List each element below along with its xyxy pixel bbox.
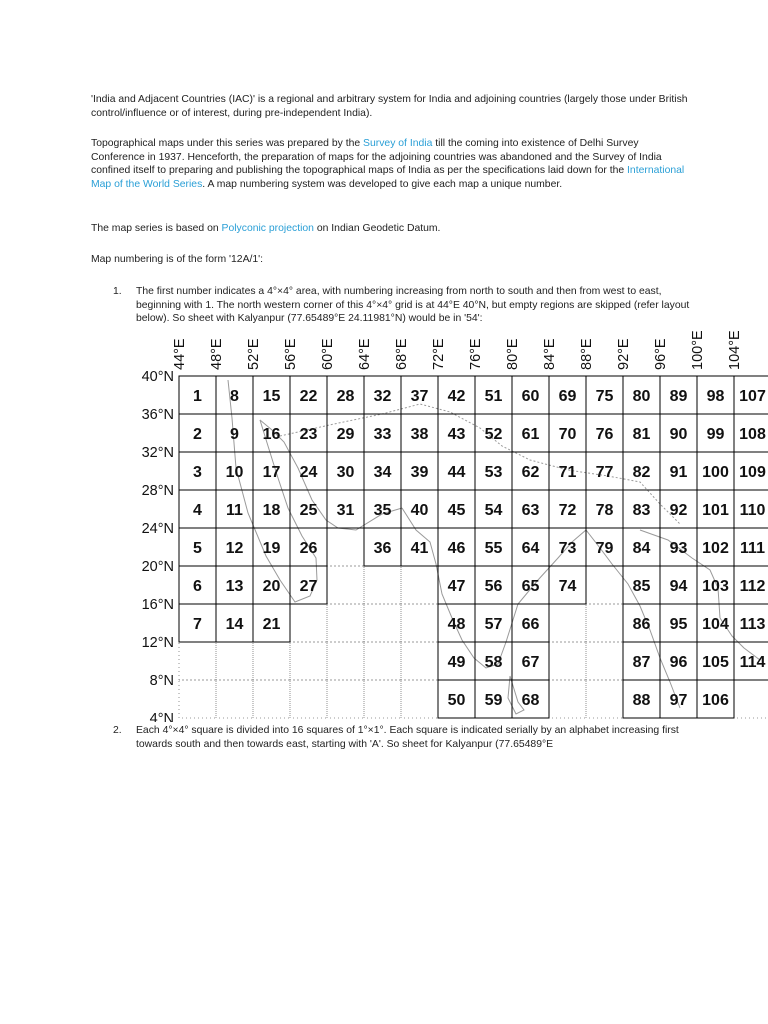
sheet-number: 79: [595, 540, 614, 557]
sheet-number: 47: [447, 578, 466, 595]
sheet-number: 23: [299, 426, 318, 443]
sheet-number: 5: [193, 540, 202, 557]
empty-grid-cell: [253, 680, 290, 718]
list-text: Each 4°×4° square is divided into 16 squares of 1°×1°. Each square is indicated serially by an alphabet increasing first towards south and then towards east, starting with 'A'. So sheet for Kalyanpur (77.65489°E: [136, 725, 679, 750]
sheet-number: 32: [373, 388, 392, 405]
empty-grid-cell: [364, 604, 401, 642]
empty-grid-cell: [327, 642, 364, 680]
sheet-number: 60: [521, 388, 540, 405]
sheet-number: 54: [484, 502, 503, 519]
empty-grid-cell: [290, 680, 327, 718]
empty-grid-cell: [401, 680, 438, 718]
empty-grid-cell: [364, 680, 401, 718]
sheet-number: 92: [669, 502, 688, 519]
sheet-number: 63: [521, 502, 540, 519]
sheet-number: 38: [410, 426, 429, 443]
sheet-number: 24: [299, 464, 318, 481]
sheet-number: 29: [336, 426, 355, 443]
sheet-number: 94: [669, 578, 688, 595]
sheet-number: 25: [299, 502, 318, 519]
sheet-number: 95: [669, 616, 688, 633]
longitude-label: 68°E: [394, 338, 410, 370]
latitude-label: 36°N: [141, 407, 174, 423]
sheet-number: 17: [262, 464, 281, 481]
sheet-number: 6: [193, 578, 202, 595]
longitude-label: 84°E: [542, 338, 558, 370]
longitude-label: 64°E: [357, 338, 373, 370]
sheet-number: 61: [521, 426, 540, 443]
survey-of-india-link[interactable]: Survey of India: [363, 138, 433, 149]
sheet-number: 21: [262, 616, 281, 633]
sheet-number: 13: [225, 578, 244, 595]
longitude-label: 76°E: [468, 338, 484, 370]
sheet-number: 69: [558, 388, 577, 405]
longitude-label: 44°E: [172, 338, 188, 370]
intro-text: 'India and Adjacent Countries (IAC)' is a regional and arbitrary system for India and adjoining countries (largely those under British control/influence or of interest, during pre-independent India).: [91, 94, 688, 119]
sheet-number: 62: [521, 464, 540, 481]
sheet-number: 18: [262, 502, 281, 519]
sheet-number: 108: [739, 426, 766, 443]
polyconic-projection-link[interactable]: Polyconic projection: [221, 223, 314, 234]
sheet-number: 59: [484, 692, 503, 709]
sheet-number: 42: [447, 388, 466, 405]
sheet-number: 31: [336, 502, 355, 519]
sheet-number: 51: [484, 388, 503, 405]
longitude-label: 100°E: [690, 330, 706, 370]
empty-grid-cell: [549, 680, 586, 718]
list-number: 1.: [113, 286, 122, 297]
sheet-number: 70: [558, 426, 577, 443]
sheet-number: 43: [447, 426, 466, 443]
imw-series-link[interactable]: International Map of the World Series: [91, 165, 685, 190]
sheet-number: 2: [193, 426, 202, 443]
sheet-number: 45: [447, 502, 466, 519]
history-paragraph: [91, 137, 691, 191]
empty-grid-cell: [327, 528, 364, 566]
sheet-number: 3: [193, 464, 202, 481]
empty-grid-cell: [549, 642, 586, 680]
sheet-number: 58: [484, 654, 503, 671]
sheet-number: 56: [484, 578, 503, 595]
latitude-label: 4°N: [149, 711, 174, 722]
sheet-number: 114: [739, 654, 766, 671]
sheet-number: 14: [225, 616, 244, 633]
sheet-number: 7: [193, 616, 202, 633]
longitude-label: 96°E: [653, 338, 669, 370]
empty-grid-cell: [586, 680, 623, 718]
latitude-label: 12°N: [141, 635, 174, 651]
iac-sheet-index-map: [120, 318, 768, 722]
sheet-number: 98: [706, 388, 725, 405]
sheet-number: 50: [447, 692, 466, 709]
sheet-number: 81: [632, 426, 651, 443]
numbering-form-paragraph: [91, 253, 691, 267]
sheet-number: 106: [702, 692, 729, 709]
sheet-number: 26: [299, 540, 318, 557]
sheet-number: 74: [558, 578, 577, 595]
sheet-number: 91: [669, 464, 688, 481]
sheet-number: 10: [225, 464, 244, 481]
sheet-number: 28: [336, 388, 355, 405]
sheet-number: 83: [632, 502, 651, 519]
sheet-number: 96: [669, 654, 688, 671]
sheet-number: 48: [447, 616, 466, 633]
empty-grid-cell: [401, 604, 438, 642]
sheet-number: 101: [702, 502, 729, 519]
sheet-number: 57: [484, 616, 503, 633]
sheet-number: 66: [521, 616, 540, 633]
sheet-number: 35: [373, 502, 392, 519]
sheet-number: 103: [702, 578, 729, 595]
sheet-number: 72: [558, 502, 577, 519]
empty-grid-cell: [401, 642, 438, 680]
sheet-number: 82: [632, 464, 651, 481]
sheet-number: 22: [299, 388, 318, 405]
empty-grid-cell: [734, 680, 768, 718]
longitude-label: 104°E: [727, 330, 743, 370]
sheet-number: 49: [447, 654, 466, 671]
sheet-number: 9: [230, 426, 239, 443]
sheet-number: 4: [193, 502, 202, 519]
sheet-number: 73: [558, 540, 577, 557]
sheet-number: 104: [702, 616, 729, 633]
empty-grid-cell: [327, 604, 364, 642]
sheet-number: 68: [521, 692, 540, 709]
empty-grid-cell: [179, 680, 216, 718]
sheet-number: 105: [702, 654, 729, 671]
latitude-label: 32°N: [141, 445, 174, 461]
intro-paragraph: [91, 93, 691, 120]
sheet-number: 102: [702, 540, 729, 557]
sheet-number: 36: [373, 540, 392, 557]
empty-grid-cell: [586, 642, 623, 680]
longitude-label: 48°E: [209, 338, 225, 370]
sheet-number: 80: [632, 388, 651, 405]
sheet-number: 20: [262, 578, 281, 595]
sheet-number: 8: [230, 388, 239, 405]
sheet-number: 33: [373, 426, 392, 443]
longitude-label: 80°E: [505, 338, 521, 370]
sheet-number: 37: [410, 388, 429, 405]
sheet-number: 77: [595, 464, 614, 481]
sheet-number: 90: [669, 426, 688, 443]
empty-grid-cell: [364, 566, 401, 604]
list-text: The first number indicates a 4°×4° area, with numbering increasing from north to south and then from west to east, beginning with 1. The north western corner of this 4°×4° grid is at 44°E 40°N, but empty regions are skipped (refer layout below). So sheet with Kalyanpur (77.65489°E 24.11981°N) would be in '54':: [136, 286, 690, 325]
sheet-number: 1: [193, 388, 202, 405]
empty-grid-cell: [586, 566, 623, 604]
empty-grid-cell: [549, 604, 586, 642]
sheet-number: 64: [521, 540, 540, 557]
sheet-number: 110: [739, 502, 766, 519]
sheet-number: 93: [669, 540, 688, 557]
empty-grid-cell: [401, 566, 438, 604]
coastline-arabia: [225, 380, 317, 602]
sheet-number: 112: [739, 578, 766, 595]
latitude-label: 16°N: [141, 597, 174, 613]
empty-grid-cell: [216, 642, 253, 680]
empty-grid-cell: [327, 680, 364, 718]
sheet-number: 85: [632, 578, 651, 595]
sheet-number: 99: [706, 426, 725, 443]
sheet-number: 87: [632, 654, 651, 671]
longitude-label: 60°E: [320, 338, 336, 370]
latitude-label: 28°N: [141, 483, 174, 499]
empty-grid-cell: [364, 642, 401, 680]
sheet-number: 71: [558, 464, 577, 481]
longitude-label: 56°E: [283, 338, 299, 370]
longitude-label: 52°E: [246, 338, 262, 370]
history-text-c: . A map numbering system was developed to give each map a unique number.: [202, 178, 563, 190]
projection-text-b: on Indian Geodetic Datum.: [313, 223, 441, 234]
empty-grid-cell: [327, 566, 364, 604]
sheet-number: 55: [484, 540, 503, 557]
sheet-number: 16: [262, 426, 281, 443]
numbering-form-text: Map numbering is of the form '12A/1':: [91, 254, 264, 265]
sheet-number: 107: [739, 388, 766, 405]
sheet-number: 46: [447, 540, 466, 557]
sheet-number: 12: [225, 540, 244, 557]
sheet-number: 88: [632, 692, 651, 709]
sheet-number: 97: [669, 692, 688, 709]
sheet-number: 40: [410, 502, 429, 519]
sheet-number: 78: [595, 502, 614, 519]
sheet-number: 109: [739, 464, 766, 481]
sheet-number: 86: [632, 616, 651, 633]
empty-grid-cell: [216, 680, 253, 718]
empty-grid-cell: [586, 604, 623, 642]
sheet-number: 84: [632, 540, 651, 557]
sheet-number: 52: [484, 426, 503, 443]
history-text-b: till the coming into existence of Delhi Survey Conference in 1937. Henceforth, the preparation of maps for the adjoining countries was abandoned and the Survey of India confined itself to preparing and publishing the topographical maps of India as per the specifications laid down for the: [91, 138, 662, 177]
sheet-number: 89: [669, 388, 688, 405]
empty-grid-cell: [253, 642, 290, 680]
sheet-number: 53: [484, 464, 503, 481]
list-number: 2.: [113, 725, 122, 736]
sheet-number: 30: [336, 464, 355, 481]
sheet-number: 44: [447, 464, 466, 481]
sheet-number: 41: [410, 540, 429, 557]
empty-grid-cell: [179, 642, 216, 680]
longitude-label: 92°E: [616, 338, 632, 370]
latitude-label: 20°N: [141, 559, 174, 575]
sheet-number: 113: [739, 616, 766, 633]
sheet-number: 34: [373, 464, 392, 481]
sheet-number: 27: [299, 578, 318, 595]
latitude-label: 8°N: [149, 673, 174, 689]
sheet-number: 76: [595, 426, 614, 443]
longitude-label: 72°E: [431, 338, 447, 370]
sheet-number: 19: [262, 540, 281, 557]
sheet-number: 67: [521, 654, 540, 671]
empty-grid-cell: [290, 604, 327, 642]
latitude-label: 40°N: [141, 369, 174, 385]
sheet-number: 65: [521, 578, 540, 595]
sheet-number: 39: [410, 464, 429, 481]
projection-text-a: The map series is based on: [91, 223, 222, 234]
sheet-number: 100: [702, 464, 729, 481]
empty-grid-cell: [290, 642, 327, 680]
sheet-number: 15: [262, 388, 281, 405]
longitude-label: 88°E: [579, 338, 595, 370]
sheet-number: 11: [226, 502, 243, 519]
sheet-number: 111: [740, 540, 765, 557]
sheet-number: 75: [595, 388, 614, 405]
latitude-label: 24°N: [141, 521, 174, 537]
history-text-a: Topographical maps under this series was prepared by the: [91, 138, 364, 149]
projection-paragraph: [91, 222, 691, 236]
